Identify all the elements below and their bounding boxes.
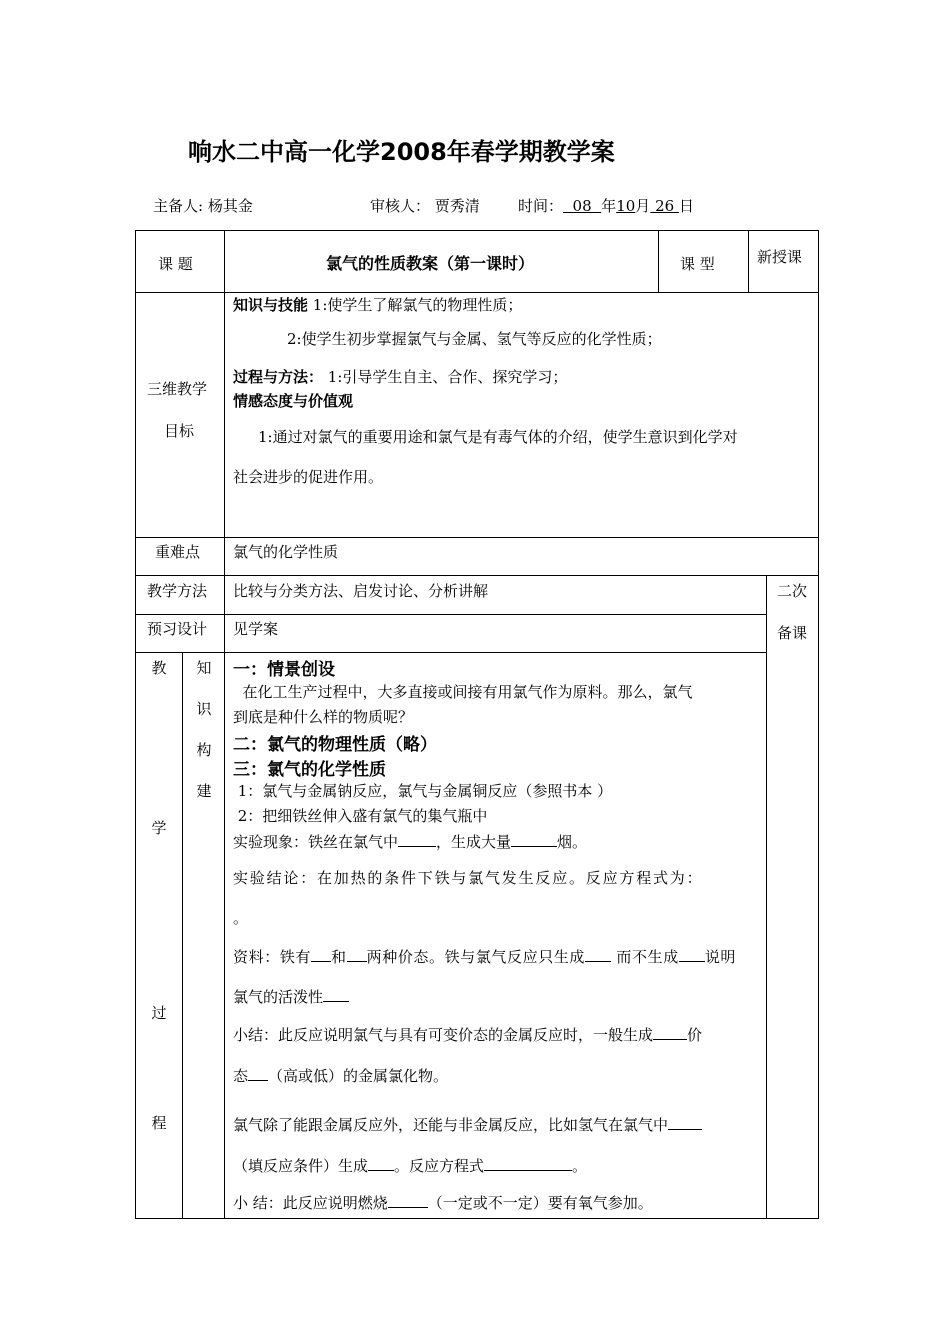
text-segment: ，生成大量 bbox=[436, 833, 512, 851]
date bbox=[518, 195, 694, 216]
goal-process-head: 过程与方法： bbox=[233, 368, 324, 386]
process-char: 教 bbox=[151, 659, 167, 677]
knowledge-char: 构 bbox=[196, 741, 212, 759]
text-segment: 和 bbox=[331, 948, 347, 966]
summary-1 bbox=[233, 1024, 702, 1045]
reference-note-2 bbox=[233, 986, 349, 1007]
text-segment: 氯气的活泼性 bbox=[233, 988, 324, 1006]
text-segment: 资料：铁有 bbox=[233, 948, 312, 966]
table-border-top bbox=[135, 230, 819, 231]
goal-knowledge-2: 2:使学生初步掌握氯气与金属、氢气等反应的化学性质； bbox=[287, 330, 662, 348]
column-divider bbox=[658, 230, 659, 292]
page-title: 响水二中高一化学2008年春学期教学案 bbox=[188, 138, 615, 166]
text-segment: 实验现象：铁丝在氯气中 bbox=[233, 833, 399, 851]
goal-process-1: 1:引导学生自主、合作、探究学习； bbox=[327, 368, 568, 386]
column-divider bbox=[224, 230, 225, 1219]
month-char: 月 bbox=[635, 197, 651, 215]
lesson-topic: 氯气的性质教案（第一课时） bbox=[326, 254, 535, 273]
text-segment: 价 bbox=[687, 1026, 703, 1044]
text-segment: 。 bbox=[572, 1157, 588, 1175]
section-heading-1: 一：情景创设 bbox=[233, 660, 335, 680]
text-segment: （高或低）的金属氯化物。 bbox=[268, 1067, 449, 1085]
hydrogen-reaction-cont bbox=[233, 1155, 587, 1176]
year-char: 年 bbox=[601, 197, 617, 215]
row-divider bbox=[135, 537, 819, 538]
goal-emotion-2: 社会进步的促进作用。 bbox=[233, 468, 384, 486]
day-char: 日 bbox=[678, 197, 694, 215]
column-divider bbox=[748, 230, 749, 292]
summary-2 bbox=[233, 1192, 653, 1213]
answer-blank[interactable] bbox=[323, 987, 349, 1002]
knowledge-char: 识 bbox=[196, 700, 212, 718]
text-segment: 两种价态。铁与氯气反应只生成 bbox=[366, 948, 586, 966]
second-prep-1: 二次 bbox=[777, 582, 808, 600]
table-border-right bbox=[818, 230, 819, 1219]
preview-design: 见学案 bbox=[233, 620, 279, 638]
paragraph-line: 到底是种什么样的物质呢？ bbox=[233, 708, 414, 726]
answer-blank[interactable] bbox=[347, 947, 367, 962]
text-segment: 小 结：此反应说明燃烧 bbox=[233, 1194, 388, 1212]
goal-knowledge-1: 1:使学生了解氯气的物理性质； bbox=[312, 296, 523, 314]
text-segment: （填反应条件）生成 bbox=[233, 1157, 369, 1175]
topic-label: 课 题 bbox=[158, 255, 193, 273]
goal-emotion-1: 1:通过对氯气的重要用途和氯气是有毒气体的介绍，使学生意识到化学对 bbox=[258, 428, 738, 446]
goal-knowledge-head: 知识与技能 bbox=[233, 296, 309, 314]
date-year: 08 bbox=[563, 197, 602, 215]
text-segment: 。反应方程式 bbox=[394, 1157, 485, 1175]
section-heading-3: 三：氯气的化学性质 bbox=[233, 760, 386, 780]
teaching-method: 比较与分类方法、启发讨论、分析讲解 bbox=[233, 582, 489, 600]
list-item: 1：氯气与金属钠反应，氯气与金属铜反应（参照书本 ） bbox=[233, 782, 613, 800]
list-item: 2：把细铁丝伸入盛有氯气的集气瓶中 bbox=[233, 807, 488, 825]
text-segment: 而不生成 bbox=[611, 948, 679, 966]
date-month: 10 bbox=[616, 197, 636, 215]
conclusion-end: 。 bbox=[233, 909, 249, 927]
key-label: 重难点 bbox=[155, 543, 201, 561]
knowledge-char: 知 bbox=[196, 659, 212, 677]
method-label: 教学方法 bbox=[147, 582, 208, 600]
table-border-bottom bbox=[135, 1218, 819, 1219]
row-divider bbox=[135, 575, 819, 576]
column-divider bbox=[182, 652, 183, 1219]
text-segment: 氯气除了能跟金属反应外，还能与非金属反应，比如氢气在氯气中 bbox=[233, 1116, 669, 1134]
lesson-type: 新授课 bbox=[757, 248, 803, 266]
text-segment: 小结：此反应说明氯气与具有可变价态的金属反应时，一般生成 bbox=[233, 1026, 654, 1044]
answer-blank[interactable] bbox=[388, 1193, 428, 1208]
date-day: 26 bbox=[650, 197, 679, 215]
row-divider bbox=[135, 292, 819, 293]
time-label: 时间： bbox=[518, 197, 564, 215]
text-segment: 烟。 bbox=[557, 833, 588, 851]
hydrogen-reaction bbox=[233, 1114, 702, 1135]
summary-1-cont bbox=[233, 1065, 448, 1086]
answer-blank[interactable] bbox=[484, 1156, 572, 1171]
section-heading-2: 二：氯气的物理性质（略） bbox=[233, 735, 437, 755]
experiment-phenomenon bbox=[233, 831, 587, 852]
answer-blank[interactable] bbox=[311, 947, 331, 962]
goal-process bbox=[233, 366, 567, 387]
answer-blank[interactable] bbox=[248, 1066, 268, 1081]
answer-blank[interactable] bbox=[653, 1025, 687, 1040]
process-char: 过 bbox=[151, 1004, 167, 1022]
paragraph-line: 在化工生产过程中，大多直接或间接有用氯气作为原料。那么，氯气 bbox=[233, 683, 693, 701]
process-char: 程 bbox=[151, 1114, 167, 1132]
text-segment: 态 bbox=[233, 1067, 249, 1085]
goal-knowledge bbox=[233, 294, 522, 315]
goal-emotion-head: 情感态度与价值观 bbox=[233, 392, 354, 410]
answer-blank[interactable] bbox=[679, 947, 705, 962]
second-prep-2: 备课 bbox=[777, 624, 808, 642]
answer-blank[interactable] bbox=[511, 832, 557, 847]
goals-label-1: 三维教学 bbox=[147, 380, 208, 398]
text-segment: （一定或不一定）要有氧气参加。 bbox=[427, 1194, 653, 1212]
answer-blank[interactable] bbox=[368, 1156, 394, 1171]
reviewer: 审核人： 贾秀清 bbox=[370, 197, 480, 215]
preparer: 主备人: 杨其金 bbox=[153, 197, 253, 215]
goals-label-2: 目标 bbox=[164, 422, 195, 440]
experiment-conclusion: 实验结论：在加热的条件下铁与氯气发生反应。反应方程式为： bbox=[233, 869, 704, 887]
reference-note bbox=[233, 946, 736, 967]
row-divider bbox=[135, 614, 766, 615]
answer-blank[interactable] bbox=[585, 947, 611, 962]
process-char: 学 bbox=[151, 819, 167, 837]
table-border-left bbox=[135, 230, 136, 1219]
knowledge-char: 建 bbox=[196, 782, 212, 800]
key-points: 氯气的化学性质 bbox=[233, 543, 339, 561]
preview-label: 预习设计 bbox=[147, 620, 208, 638]
column-divider bbox=[766, 575, 767, 1219]
answer-blank[interactable] bbox=[398, 832, 436, 847]
answer-blank[interactable] bbox=[668, 1115, 702, 1130]
text-segment: 说明 bbox=[704, 948, 737, 966]
type-label: 课 型 bbox=[680, 255, 715, 273]
row-divider bbox=[135, 652, 766, 653]
